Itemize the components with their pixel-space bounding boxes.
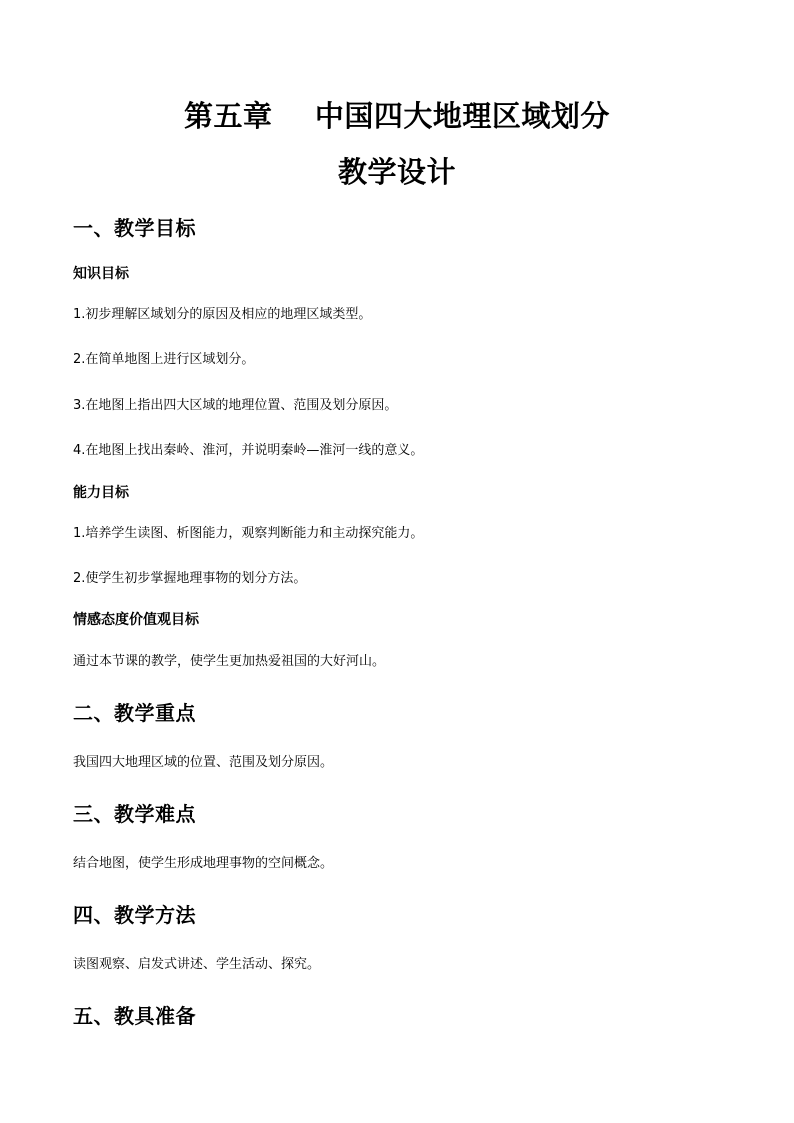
section-heading-difficulties: 三、教学难点 xyxy=(73,802,196,826)
ability-item: 1.培养学生读图、析图能力，观察判断能力和主动探究能力。 xyxy=(73,526,424,541)
methods-text: 读图观察、启发式讲述、学生活动、探究。 xyxy=(73,957,321,972)
ability-item: 2.使学生初步掌握地理事物的划分方法。 xyxy=(73,571,307,586)
section-heading-objectives: 一、教学目标 xyxy=(73,216,196,240)
knowledge-item: 3.在地图上指出四大区域的地理位置、范围及划分原因。 xyxy=(73,398,398,413)
subheading-knowledge: 知识目标 xyxy=(73,266,129,282)
document-subtitle: 教学设计 xyxy=(337,155,456,189)
subheading-ability: 能力目标 xyxy=(73,485,129,501)
difficulties-text: 结合地图，使学生形成地理事物的空间概念。 xyxy=(73,856,334,871)
attitude-item: 通过本节课的教学，使学生更加热爱祖国的大好河山。 xyxy=(73,654,386,669)
section-heading-materials: 五、教具准备 xyxy=(73,1004,196,1028)
knowledge-item: 1.初步理解区域划分的原因及相应的地理区域类型。 xyxy=(73,307,372,322)
key-points-text: 我国四大地理区域的位置、范围及划分原因。 xyxy=(73,755,334,770)
section-heading-methods: 四、教学方法 xyxy=(73,903,196,927)
knowledge-item: 2.在简单地图上进行区域划分。 xyxy=(73,352,255,367)
section-heading-key-points: 二、教学重点 xyxy=(73,701,196,725)
knowledge-item: 4.在地图上找出秦岭、淮河，并说明秦岭—淮河一线的意义。 xyxy=(73,443,424,458)
subheading-attitude: 情感态度价值观目标 xyxy=(73,612,199,628)
document-title: 第五章 中国四大地理区域划分 xyxy=(184,99,610,133)
